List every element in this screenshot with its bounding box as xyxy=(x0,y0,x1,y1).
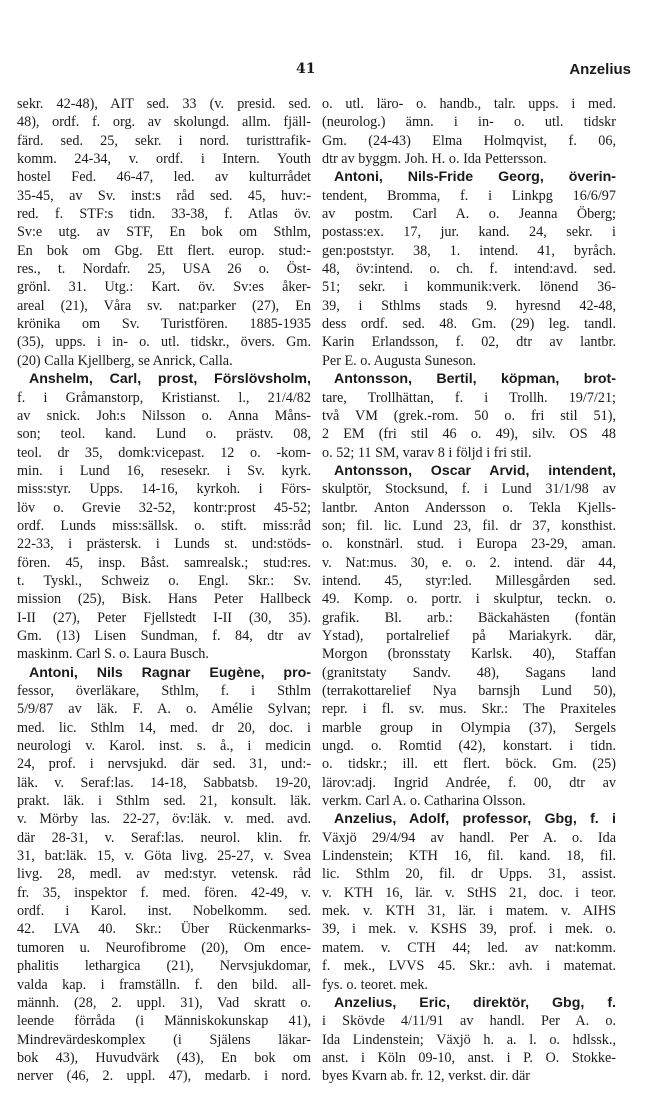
text-line: komm. 24-34, v. ordf. i Intern. Youth xyxy=(17,151,311,168)
text-line: ordf. i Karol. inst. Nobelkomm. sed. xyxy=(17,903,311,920)
page-number: 41 xyxy=(296,61,316,77)
text-line: där 28-31, v. Seraf:las. neurol. klin. fr. xyxy=(17,829,311,846)
text-line: (terrakottarelief Nya barnsjh Lund 50), xyxy=(322,683,616,699)
text-line: f. i Gråmanstorp, Kristianst. l., 21/4/82 xyxy=(17,389,311,406)
text-line: Ystad), portalrelief på Mariakyrk. där, xyxy=(322,627,616,644)
text-line: (20) Calla Kjellberg, se Anrick, Calla. xyxy=(17,352,233,369)
text-line: o. konstnärl. stud. i Europa 23-29, aman. xyxy=(322,536,616,553)
text-line: dtr av byggm. Joh. H. o. Ida Pettersson. xyxy=(322,151,547,168)
text-line: min. i Lund 16, resesekr. i Sv. kyrk. xyxy=(17,462,311,479)
text-line: v. KTH 16, lär. v. StHS 21, doc. i teor. xyxy=(322,884,616,901)
right-column xyxy=(322,95,616,1086)
text-line: fessor, överläkare, Sthlm, f. i Sthlm xyxy=(17,683,311,699)
entry-heading-line: Antonsson, Oscar Arvid, intendent, xyxy=(334,462,616,479)
text-line: Ida Lindenstein; Växjö h. a. l. o. hdlssk., xyxy=(322,1031,616,1048)
text-line: 24, prof. i nervsjukd. där sed. 31, und:- xyxy=(17,756,311,773)
text-line: intend. 45, styr:led. Millesgården sed. xyxy=(322,572,616,589)
text-line: fören. 45, insp. Båst. samrealsk.; stud:res. xyxy=(17,554,311,571)
text-line: Karin Erlandsson, f. 02, dtr av lantbr. xyxy=(322,334,616,351)
text-line: ungd. o. Romtid (42), konstart. i tidn. xyxy=(322,738,616,755)
left-column xyxy=(17,95,311,1086)
text-line: leende förråda (i Människokunskap 41), xyxy=(17,1013,311,1030)
text-line: t. Tyskl., Schweiz o. Engl. Skr.: Sv. xyxy=(17,572,311,589)
text-line: lic. Sthlm 20, fil. dr Upps. 31, assist. xyxy=(322,866,616,883)
text-line: 48), ordf. f. org. av skolungd. allm. fjäll- xyxy=(17,114,311,131)
text-line: res., t. Nordafr. 25, USA 26 o. Öst- xyxy=(17,261,311,278)
text-line: prakt. läk. i Sthlm sed. 21, konsult. läk. xyxy=(17,793,311,810)
entry-heading-line: Anzelius, Eric, direktör, Gbg, f. xyxy=(334,994,616,1011)
text-line: dess ordf. sed. 48. Gm. (29) leg. tandl. xyxy=(322,316,616,333)
text-line: red. f. STF:s tidn. 33-38, f. Atlas öv. xyxy=(17,206,311,223)
text-line: av postm. Carl A. o. Jeanna Öberg; xyxy=(322,206,616,223)
text-line: Per E. o. Augusta Suneson. xyxy=(322,352,477,369)
text-line: neurologi v. Karol. inst. s. å., i medicin xyxy=(17,738,311,755)
text-line: tare, Trollhättan, f. i Trollh. 19/7/21; xyxy=(322,389,616,406)
text-line: livg. 28, medl. av med:styr. vetensk. råd xyxy=(17,866,311,883)
text-line: skulptör, Stocksund, f. i Lund 31/1/98 av xyxy=(322,481,616,498)
text-line: matem. v. CTH 44; led. av nat:komm. xyxy=(322,939,616,956)
text-line: gen:poststyr. 38, 1. intend. 41, byråch. xyxy=(322,242,616,259)
text-line: anst. i Köln 09-10, anst. i P. O. Stokke- xyxy=(322,1049,616,1066)
text-line: med. lic. Sthlm 14, med. dr 20, doc. i xyxy=(17,719,311,736)
text-line: 39, i mek. v. KSHS 39, prof. i mek. o. xyxy=(322,921,616,938)
text-line: Gm. (24-43) Elma Holmqvist, f. 06, xyxy=(322,132,616,149)
text-line: nerver (46, 2. uppl. 47), medarb. i nord. xyxy=(17,1068,311,1085)
text-line: 42. LVA 40. Skr.: Über Rückenmarks- xyxy=(17,921,311,938)
text-line: tumoren u. Neurofibrome (20), Om ence- xyxy=(17,939,311,956)
text-line: Sv:e utg. av STF, En bok om Sthlm, xyxy=(17,224,311,241)
text-line: Gm. (13) Lisen Sundman, f. 84, dtr av xyxy=(17,627,311,644)
text-line: sekr. 42-48), AIT sed. 33 (v. presid. sed. xyxy=(17,96,311,112)
text-line: (neurolog.) ämn. i in- o. utl. tidskr xyxy=(322,114,616,131)
text-line: färd. sed. 25, sekr. i nord. turisttrafik- xyxy=(17,132,311,149)
text-line: löv o. Grevie 32-52, kontr:prost 45-52; xyxy=(17,499,311,516)
text-line: v. Nat:mus. 30, e. o. 2. intend. där 44, xyxy=(322,554,616,571)
text-line: läk. v. Seraf:las. 14-18, Sabbatsb. 19-20, xyxy=(17,774,311,791)
text-line: av snick. Joh:s Nilsson o. Anna Måns- xyxy=(17,407,311,424)
text-line: ordf. Lunds miss:sällsk. o. stift. miss:råd xyxy=(17,517,311,534)
text-line: två VM (grek.-rom. 50 o. fri stil 51), xyxy=(322,407,616,424)
text-line: bok 43), Huvudvärk (43), En bok om xyxy=(17,1049,311,1066)
text-line: Mindrevärdeskomplex (i Själens läkar- xyxy=(17,1031,311,1048)
text-line: 22-33, i prästersk. i Lunds st. und:stöds- xyxy=(17,536,311,553)
text-line: 31, bat:läk. 15, v. Göta livg. 25-27, v. Svea xyxy=(17,848,311,865)
running-head: Anzelius xyxy=(569,61,631,78)
text-line: areal (21), Våra sv. nat:parker (27), En xyxy=(17,297,311,314)
text-line: 35-45, av Sv. inst:s råd sed. 45, huv:- xyxy=(17,187,311,204)
text-line: 2 EM (fri stil 46 o. 49), silv. OS 48 xyxy=(322,426,616,443)
text-line: miss:styr. Upps. 14-16, kyrkoh. i Förs- xyxy=(17,481,311,498)
text-line: o. tidskr.; ill. ett flert. böck. Gm. (25) xyxy=(322,756,616,773)
text-line: (35), upps. i in- o. utl. tidskr., övers. Gm. xyxy=(17,334,311,351)
text-line: Morgon (bronsstaty Karlsk. 40), Staffan xyxy=(322,646,616,663)
text-line: byes Kvarn ab. fr. 12, verkst. dir. där xyxy=(322,1068,531,1085)
text-line: valda kap. i framställn. f. den bild. all- xyxy=(17,976,311,993)
text-line: son; fil. lic. Lund 23, fil. dr 37, konsthist. xyxy=(322,517,616,534)
text-line: v. Mörby las. 22-27, öv:läk. v. med. avd. xyxy=(17,811,311,828)
text-line: i Skövde 4/11/91 av handl. Per A. o. xyxy=(322,1013,616,1030)
text-line: tendent, Bromma, f. i Linkpg 16/6/97 xyxy=(322,187,616,204)
text-line: En bok om Gbg. Ett flert. europ. stud:- xyxy=(17,242,311,259)
text-line: maskinm. Carl S. o. Laura Busch. xyxy=(17,646,209,663)
text-line: 39, i Sthlms stads 9. hyresnd 42-48, xyxy=(322,297,616,314)
text-line: repr. i fl. sv. mus. Skr.: The Praxiteles xyxy=(322,701,616,718)
text-line: son; teol. kand. Lund o. prästv. 08, xyxy=(17,426,311,443)
text-line: postass:ex. 17, jur. kand. 24, sekr. i xyxy=(322,224,616,241)
text-line: f. mek., LVVS 45. Skr.: avh. i matemat. xyxy=(322,958,616,975)
text-line: hostel Fed. 46-47, led. av kulturrådet xyxy=(17,169,311,186)
text-line: mek. v. KTH 31, lär. i matem. v. AIHS xyxy=(322,903,616,920)
text-line: marble group in Olympia (37), Sergels xyxy=(322,719,616,736)
entry-heading-line: Anzelius, Adolf, professor, Gbg, f. i xyxy=(334,811,616,828)
text-line: phalitis lethargica (21), Nervsjukdomar, xyxy=(17,958,311,975)
text-line: mission (25), Bisk. Hans Peter Hallbeck xyxy=(17,591,311,608)
text-line: grönl. 31. Utg.: Kart. öv. Sv:es åker- xyxy=(17,279,311,296)
text-line: 49. Komp. o. portr. i skulptur, teckn. o. xyxy=(322,591,616,608)
text-line: Lindenstein; KTH 16, fil. kand. 18, fil. xyxy=(322,848,616,865)
text-line: männh. (28, 2. uppl. 31), Vad skratt o. xyxy=(17,994,311,1011)
text-line: 48, öv:intend. o. ch. f. intend:avd. sed. xyxy=(322,261,616,278)
entry-heading-line: Antoni, Nils Ragnar Eugène, pro- xyxy=(29,664,311,681)
text-line: 51; sekr. i kommunik:verk. lönend 36- xyxy=(322,279,616,296)
text-line: lantbr. Anton Andersson o. Tekla Kjells- xyxy=(322,499,616,516)
entry-heading-line: Antonsson, Bertil, köpman, brot- xyxy=(334,371,616,388)
text-line: grafik. Bl. arb.: Bäckahästen (fontän xyxy=(322,609,616,626)
text-line: fys. o. teoret. mek. xyxy=(322,976,428,993)
text-line: Växjö 29/4/94 av handl. Per A. o. Ida xyxy=(322,829,616,846)
text-line: (granitstaty Sandv. 48), Sagans land xyxy=(322,664,616,681)
entry-heading-line: Antoni, Nils-Fride Georg, överin- xyxy=(334,169,616,186)
text-line: fr. 35, inspektor f. med. fören. 42-49, v. xyxy=(17,884,311,901)
text-line: o. 52; 11 SM, varav 8 i följd i fri stil. xyxy=(322,444,532,461)
text-line: lärov:adj. Ingrid Andrée, f. 00, dtr av xyxy=(322,774,616,791)
text-line: krönika om Sv. Turistfören. 1885-1935 xyxy=(17,316,311,333)
entry-heading-line: Anshelm, Carl, prost, Förslövsholm, xyxy=(29,371,311,388)
text-line: teol. dr 35, domk:vicepast. 12 o. -kom- xyxy=(17,444,311,461)
text-line: I-II (27), Peter Fjellstedt I-II (30, 35). xyxy=(17,609,311,626)
text-line: o. utl. läro- o. handb., talr. upps. i med. xyxy=(322,96,616,112)
text-line: verkm. Carl A. o. Catharina Olsson. xyxy=(322,793,526,810)
text-line: 5/9/87 av läk. F. A. o. Amélie Sylvan; xyxy=(17,701,311,718)
